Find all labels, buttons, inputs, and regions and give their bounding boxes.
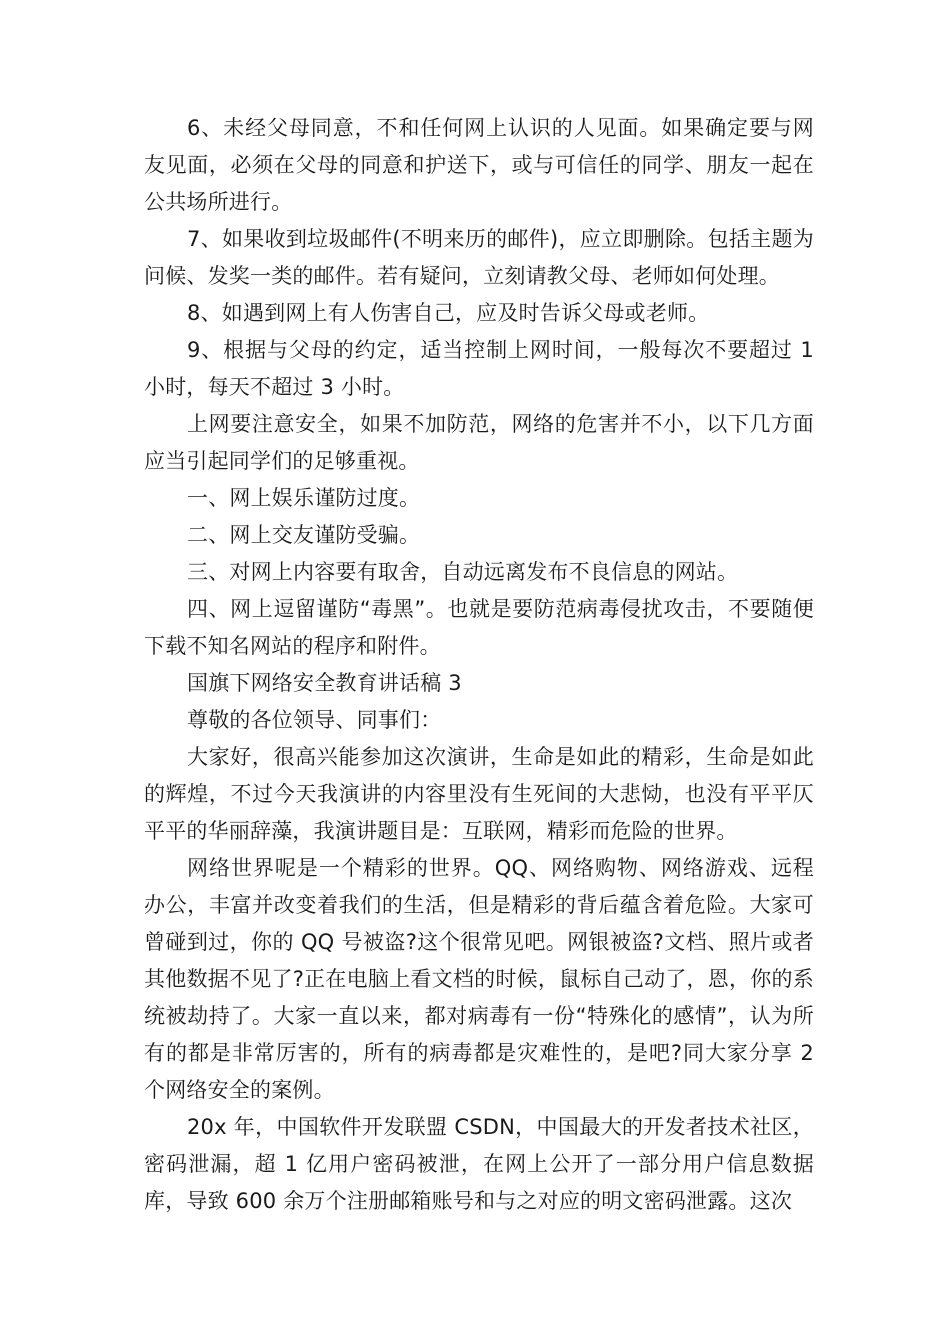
paragraph-network-world: 网络世界呢是一个精彩的世界。QQ、网络购物、网络游戏、远程办公，丰富并改变着我们的生活，但是精彩的背后蕴含着危险。大家可曾碰到过，你的 QQ 号被盗?这个很常见吧。网银被盗?文档、照片或者其他数据不见了?正在电脑上看文档的时候，鼠标自己动了，恩，你的系统被劫持了。大家一直以来，都对病毒有一份“特殊化的感情”，认为所有的都是非常厉害的，所有的病毒都是灾难性的，是吧?同大家分享 2 个网络安全的案例。 xyxy=(144,856,814,1102)
paragraph-point-3: 三、对网上内容要有取舍，自动远离发布不良信息的网站。 xyxy=(187,560,739,584)
paragraph-greeting: 大家好，很高兴能参加这次演讲，生命是如此的精彩，生命是如此的辉煌，不过今天我演讲的内容里没有生死间的大悲恸，也没有平平仄平平的华丽辞藻，我演讲题目是：互联网，精彩而危险的世界。 xyxy=(144,745,814,843)
paragraph-csdn-case: 20x 年，中国软件开发联盟 CSDN，中国最大的开发者技术社区，密码泄漏，超 1 亿用户密码被泄，在网上公开了一部分用户信息数据库，导致 600 余万个注册邮箱账号和与之对应的明文密码泄露。这次 xyxy=(144,1115,814,1213)
paragraph-rule-9: 9、根据与父母的约定，适当控制上网时间，一般每次不要超过 1小时，每天不超过 3 小时。 xyxy=(144,338,814,399)
paragraph-rule-8: 8、如遇到网上有人伤害自己，应及时告诉父母或老师。 xyxy=(187,301,710,325)
document-body xyxy=(144,110,814,1220)
paragraph-rule-6: 6、未经父母同意，不和任何网上认识的人见面。如果确定要与网友见面，必须在父母的同意和护送下，或与可信任的同学、朋友一起在公共场所进行。 xyxy=(144,116,814,214)
paragraph-point-1: 一、网上娱乐谨防过度。 xyxy=(187,486,421,510)
paragraph-point-4: 四、网上逗留谨防“毒黑”。也就是要防范病毒侵扰攻击，不要随便下载不知名网站的程序和附件。 xyxy=(144,597,814,658)
paragraph-point-2: 二、网上交友谨防受骗。 xyxy=(187,523,421,547)
section-title: 国旗下网络安全教育讲话稿 3 xyxy=(187,671,462,695)
paragraph-safety-intro: 上网要注意安全，如果不加防范，网络的危害并不小，以下几方面应当引起同学们的足够重视。 xyxy=(144,412,814,473)
salutation: 尊敬的各位领导、同事们： xyxy=(187,708,442,732)
paragraph-rule-7: 7、如果收到垃圾邮件(不明来历的邮件)，应立即删除。包括主题为问候、发奖一类的邮件。若有疑问，立刻请教父母、老师如何处理。 xyxy=(144,227,814,288)
